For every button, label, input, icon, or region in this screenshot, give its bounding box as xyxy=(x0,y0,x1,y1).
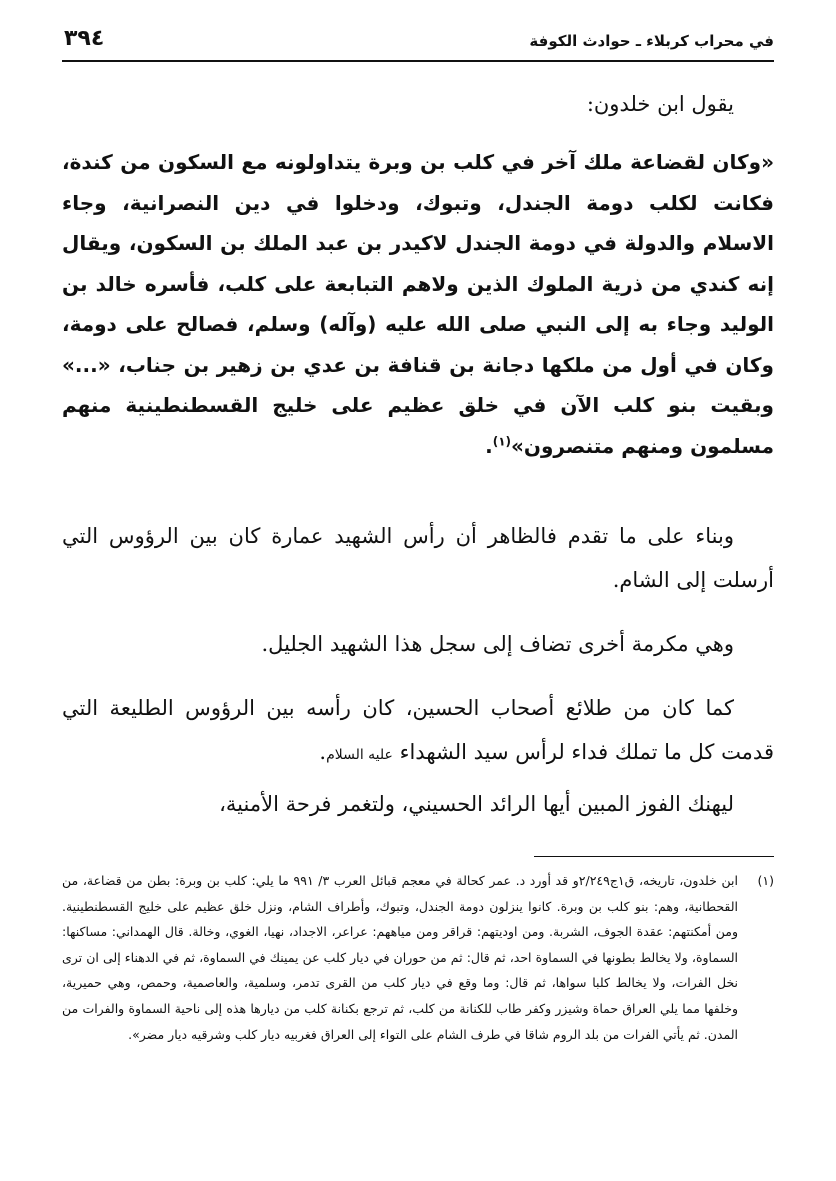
footnote-divider xyxy=(534,856,774,857)
salutation-mark: عليه السلام xyxy=(326,747,393,763)
paragraph-vanguard xyxy=(62,686,774,777)
quote-text: «وكان لقضاعة ملك آخر في كلب بن وبرة يتداولونه مع السكون من كندة، فكانت لكلب دومة الجندل، وتبوك، ودخلوا في دين النصرانية، وجاء الاسلام والدولة في دومة الجندل لاكيدر بن عبد الملك بن السكون، ويقال إنه كندي من ذرية الملوك الذين ولاهم التبابعة على كلب، فأسره خالد بن الوليد وجاء به إلى النبي صلى الله عليه (وآله) وسلم، فصالح على دومة، وكان في أول من ملكها دجانة بن قنافة بن عدي بن زهير بن جناب، «...» وبقيت بنو كلب الآن في خلق عظيم على خليج القسطنطينية منهم مسلمون ومنهم متنصرون» xyxy=(62,150,774,458)
footnote-text: ابن خلدون، تاريخه، ق١ج٢/٢٤٩و قد أورد د. عمر كحالة في معجم قبائل العرب ٣/ ٩٩١ ما يلي: كلب بن وبرة: بطن من قضاعة، من القحطانية، وهم: بنو كلب بن وبرة. كانوا ينزلون دومة الجندل، وتبوك، وأطراف الشام، ونزل خلق عظيم على خليج القسطنطينية. ومن أمكنتهم: عقدة الجوف، الشربة. ومن اوديتهم: قراقر ومن مياههم: عراعر، الاجداد، نهيا، الغوي، وخالة. قال الهمداني: مساكنها: السماوة، ولا يخالط بطونها في السماوة احد، ثم قال: ثم من حوران في ديار كلب عن يمينك في السماوة، ثم في الدهناء إلى ان ترى نخل الفرات، ولا يخالط كلبا سواها، ثم قال: وما وقع في ديار كلب من القرى تدمر، وسلمية، والعاصمية، وحمص، وهي حميرية، وخلفها مما يلي العراق حماة وشيزر وكفر طاب للكنانة من كلب، ثم ترجع بكنانة كلب من ديارها هذه إلى ناحية السماوة والفرات من المدن. ثم يأتي الفرات من بلد الروم شاقا في طرف الشام على التواء إلى العراق فغربيه ديار كلب وشرقيه ديار مضر». xyxy=(62,873,739,1042)
ibn-khaldun-quote xyxy=(62,142,774,466)
paragraph-honor: وهي مكرمة أخرى تضاف إلى سجل هذا الشهيد الجليل. xyxy=(261,632,734,656)
footnote-reference: (١) xyxy=(492,433,511,448)
page-header xyxy=(62,24,774,62)
footnote-mark: (١) xyxy=(757,873,774,888)
paragraph-vanguard-end: . xyxy=(319,740,327,764)
running-title: في محراب كربلاء ـ حوادث الكوفة xyxy=(529,32,774,50)
footnote xyxy=(62,868,774,1047)
book-page xyxy=(62,24,774,1164)
quote-end: . xyxy=(485,433,493,458)
paragraph-heads: وبناء على ما تقدم فالظاهر أن رأس الشهيد عمارة كان بين الرؤوس التي أرسلت إلى الشام. xyxy=(62,524,774,592)
paragraph-victory: ليهنك الفوز المبين أيها الرائد الحسيني، ولتغمر فرحة الأمنية، xyxy=(219,792,734,816)
page-number: ٣٩٤ xyxy=(64,26,105,51)
intro-line: يقول ابن خلدون: xyxy=(586,92,734,116)
paragraph-vanguard-text: كما كان من طلائع أصحاب الحسين، كان رأسه بين الرؤوس الطليعة التي قدمت كل ما تملك فداء لرأس سيد الشهداء xyxy=(62,696,774,764)
